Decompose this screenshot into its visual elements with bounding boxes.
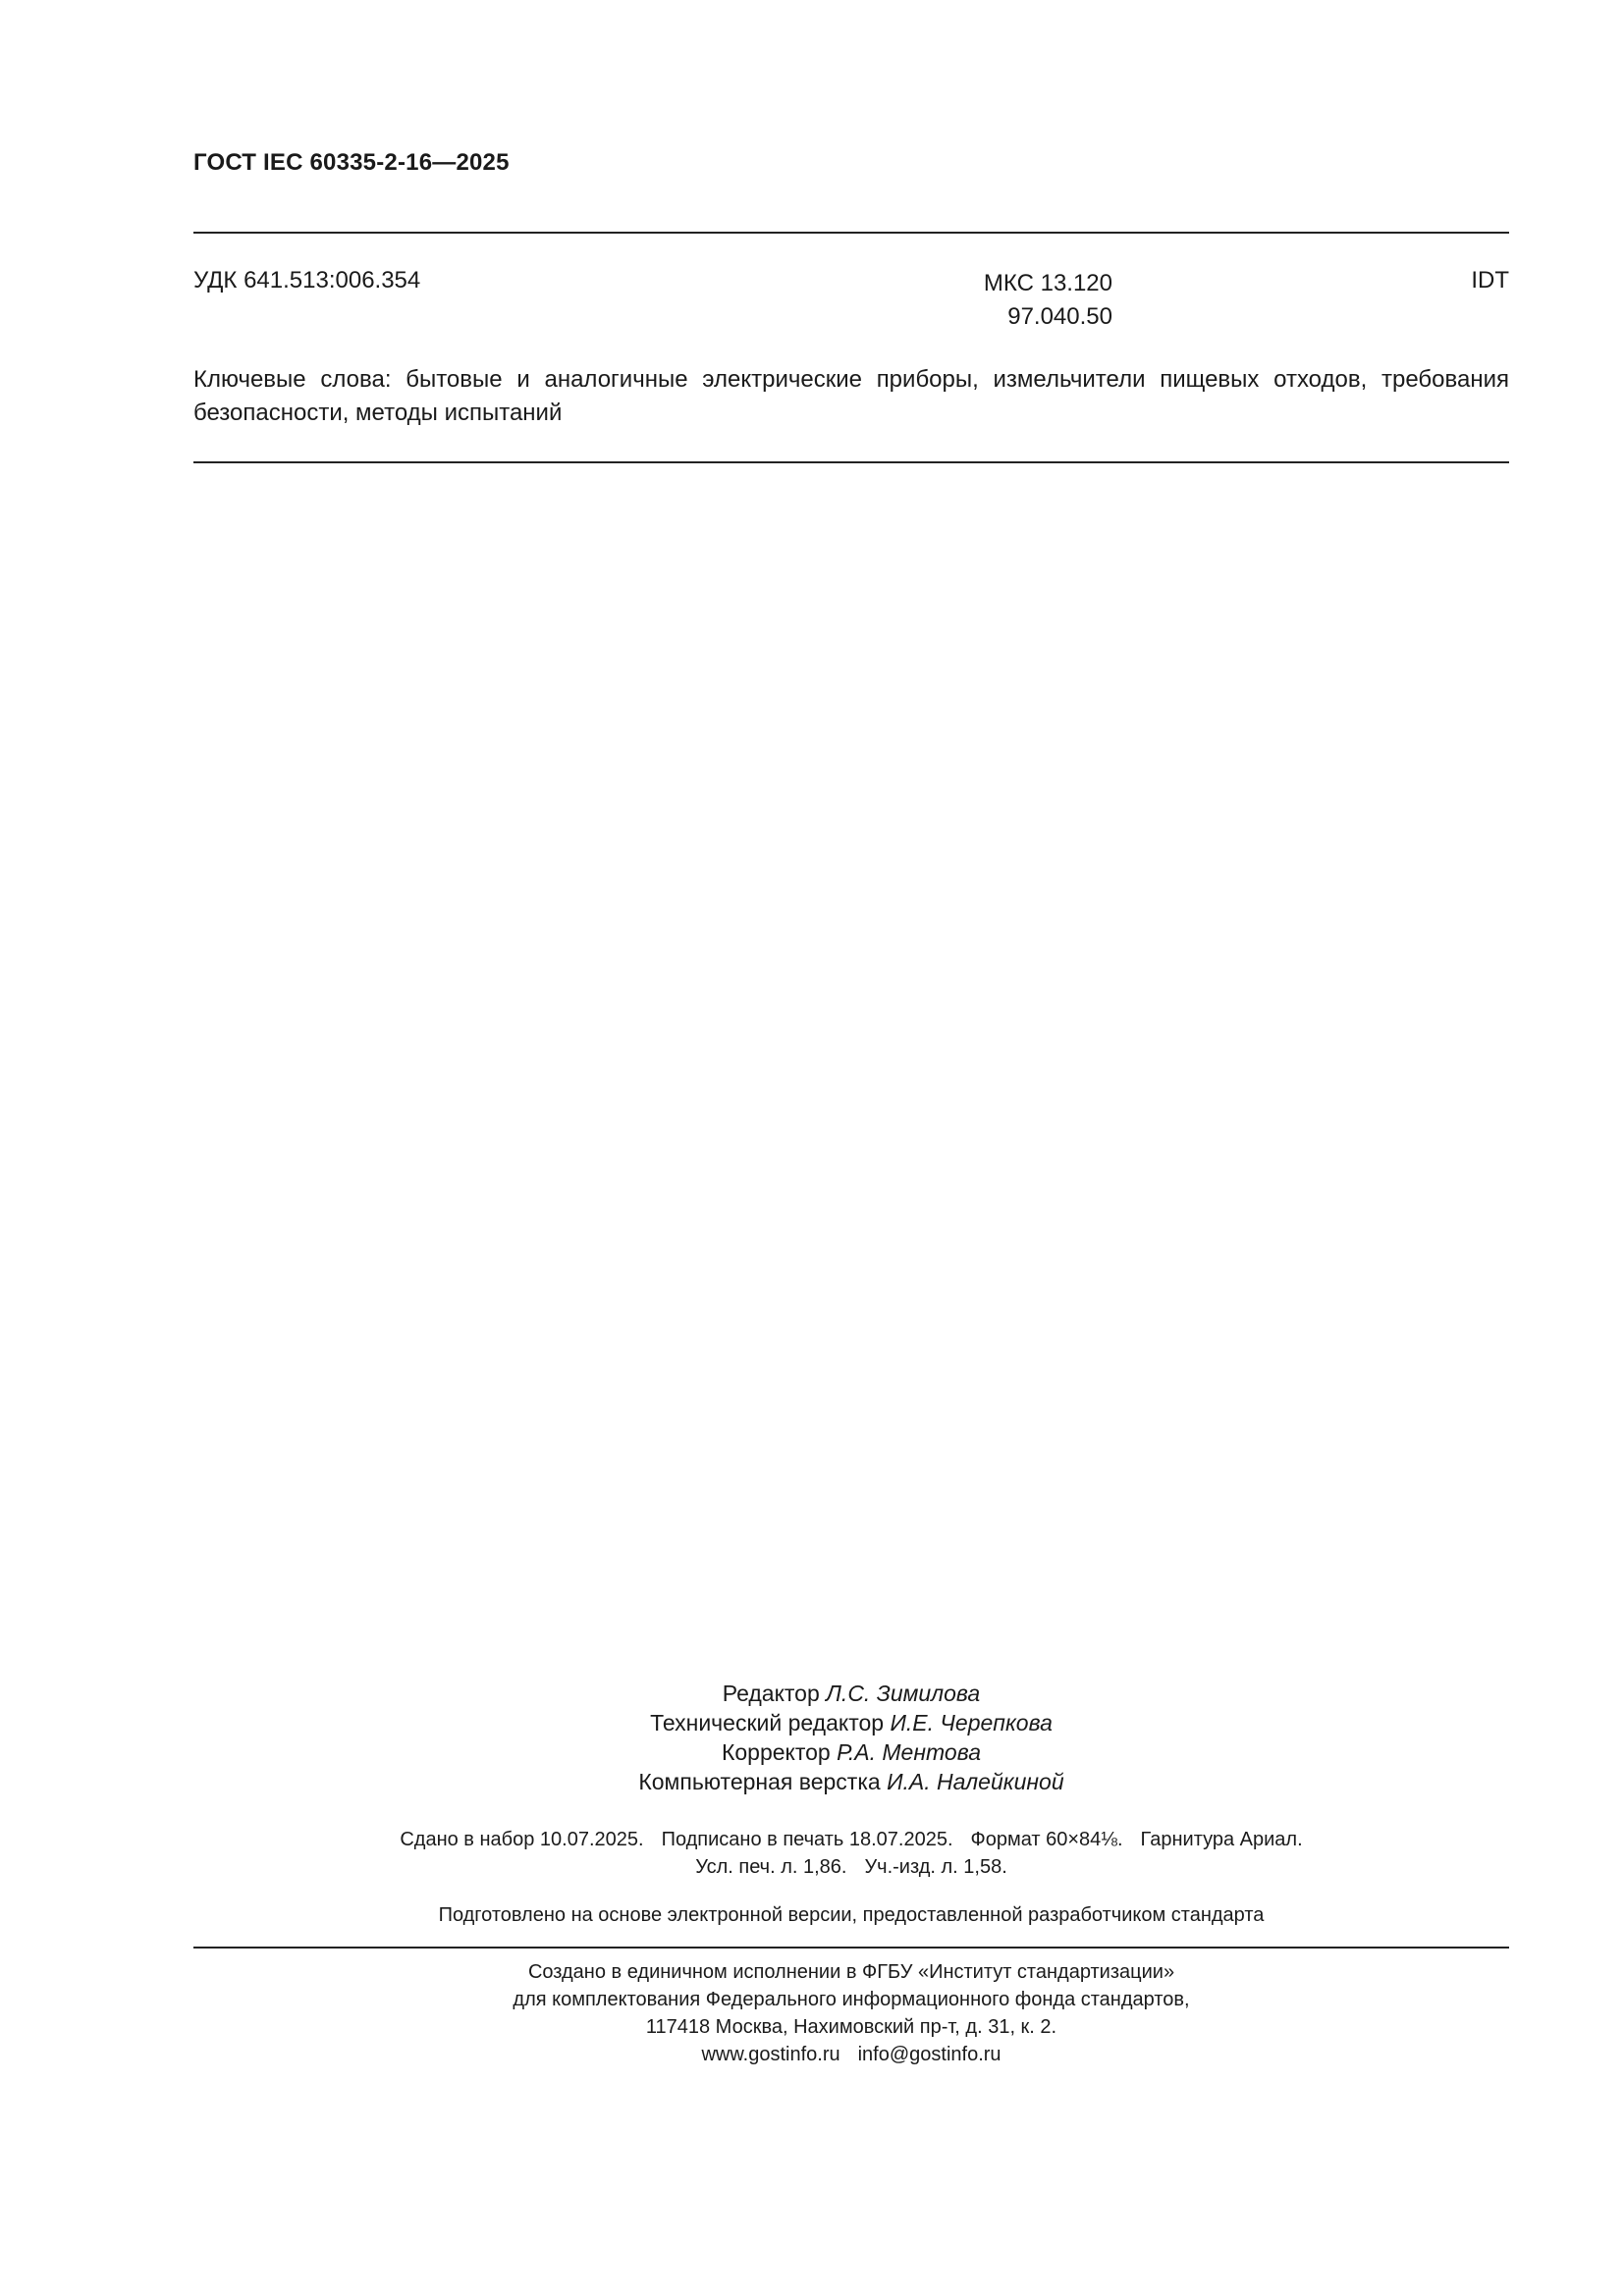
created-line-1: Создано в единичном исполнении в ФГБУ «Институт стандартизации» bbox=[527, 1961, 1175, 1983]
tech-editor-name: И.Е. Черепкова bbox=[890, 1710, 1053, 1735]
idt-label: IDT bbox=[1471, 267, 1509, 294]
standard-code: ГОСТ IEC 60335-2-16—2025 bbox=[193, 149, 510, 176]
prepared-note: Подготовлено на основе электронной версии, предоставленной разработчиком стандарта bbox=[438, 1904, 1265, 1926]
mks-line-2: 97.040.50 bbox=[1007, 303, 1112, 330]
imprint-line-2 bbox=[193, 1853, 1509, 1881]
paper-format: Формат 60×84⅛. bbox=[970, 1829, 1123, 1850]
editor-label: Редактор bbox=[722, 1681, 820, 1706]
tech-editor-line bbox=[193, 1708, 1509, 1737]
tech-editor-label: Технический редактор bbox=[650, 1710, 885, 1735]
print-sheets: Усл. печ. л. 1,86. bbox=[695, 1856, 847, 1878]
created-line-3: 117418 Москва, Нахимовский пр-т, д. 31, к. 2. bbox=[645, 2016, 1057, 2038]
website-link[interactable]: www.gostinfo.ru bbox=[701, 2044, 840, 2065]
signed-date: Подписано в печать 18.07.2025. bbox=[661, 1829, 953, 1850]
typeface: Гарнитура Ариал. bbox=[1140, 1829, 1303, 1850]
publisher-sheets: Уч.-изд. л. 1,58. bbox=[864, 1856, 1007, 1878]
layout-label: Компьютерная верстка bbox=[638, 1769, 881, 1794]
contacts-line bbox=[193, 2041, 1509, 2068]
mks-code bbox=[960, 267, 1112, 334]
editor-line bbox=[193, 1679, 1509, 1708]
submitted-date: Сдано в набор 10.07.2025. bbox=[400, 1829, 644, 1850]
proofreader-label: Корректор bbox=[721, 1739, 831, 1765]
keywords-text: Ключевые слова: бытовые и аналогичные электрические приборы, измельчители пищевых отходов, требования безопасности, методы испытаний bbox=[193, 366, 1509, 426]
credits-block bbox=[193, 1679, 1509, 1796]
layout-name: И.А. Налейкиной bbox=[887, 1769, 1064, 1794]
created-line-2: для комплектования Федерального информационного фонда стандартов, bbox=[513, 1989, 1190, 2010]
proofreader-name: Р.А. Ментова bbox=[837, 1739, 981, 1765]
mks-line-1: МКС 13.120 bbox=[983, 270, 1112, 296]
bottom-divider bbox=[193, 1947, 1509, 1949]
imprint-block bbox=[193, 1826, 1509, 1881]
layout-line bbox=[193, 1767, 1509, 1796]
top-divider bbox=[193, 232, 1509, 234]
email-link[interactable]: info@gostinfo.ru bbox=[857, 2044, 1001, 2065]
keywords-divider bbox=[193, 461, 1509, 463]
udk-code: УДК 641.513:006.354 bbox=[193, 267, 421, 294]
editor-name: Л.С. Зимилова bbox=[826, 1681, 981, 1706]
created-block bbox=[193, 1958, 1509, 2068]
proofreader-line bbox=[193, 1737, 1509, 1767]
imprint-line-1 bbox=[193, 1826, 1509, 1853]
